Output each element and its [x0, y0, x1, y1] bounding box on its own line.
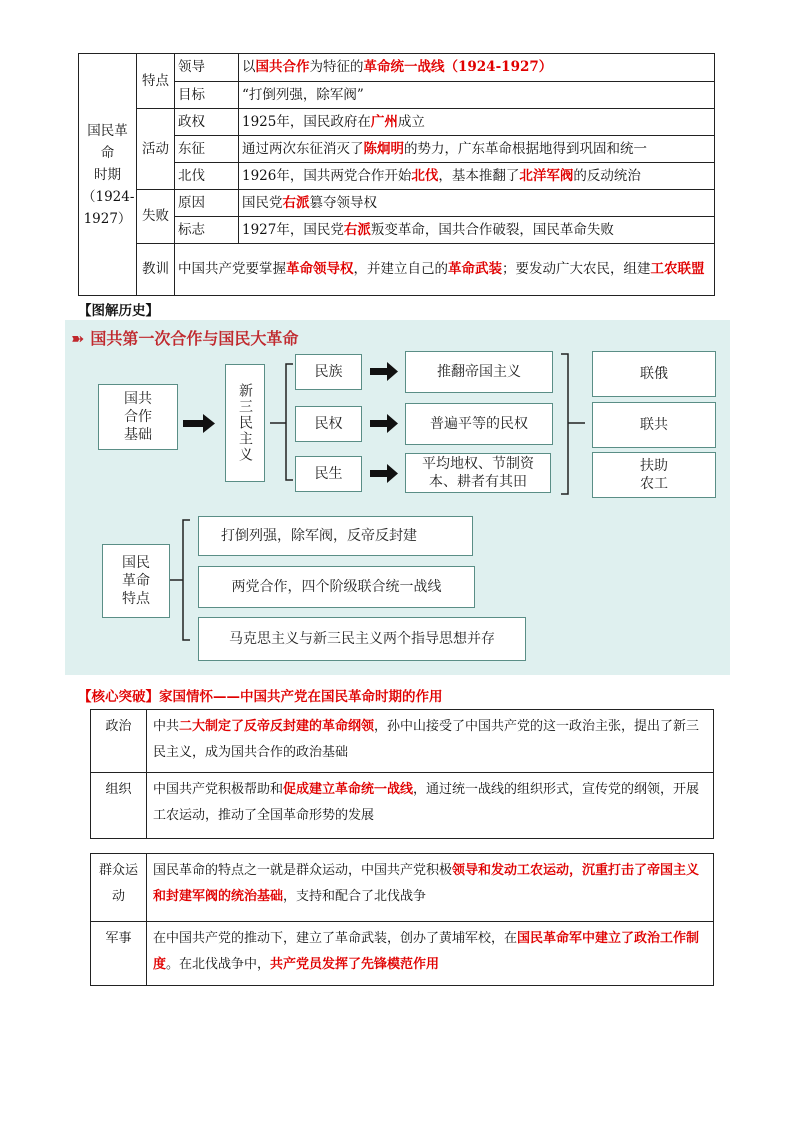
result-box-2: 普遍平等的民权 [405, 403, 553, 445]
politics-text: 中共二大制定了反帝反封建的革命纲领，孙中山接受了中国共产党的这一政治主张，提出了新三民主义，成为国共合作的政治基础 [147, 710, 714, 773]
feature-box-1: 打倒列强，除军阀，反帝反封建 [198, 516, 473, 556]
core-section-title: 【核心突破】家国情怀——中国共产党在国民革命时期的作用 [78, 689, 443, 705]
cause-text: 国民党右派篡夺领导权 [239, 190, 715, 217]
basis-box: 国共合作基础 [98, 384, 178, 450]
northern-label: 北伐 [175, 163, 239, 190]
minquan-box: 民权 [295, 406, 362, 442]
lesson-label: 教训 [137, 244, 175, 296]
sign-text: 1927年，国民党右派叛变革命，国共合作破裂，国民革命失败 [239, 217, 715, 244]
goal-label: 目标 [175, 82, 239, 109]
revolution-period-table [78, 53, 715, 296]
goal-text: “打倒列强，除军阀” [239, 82, 715, 109]
role-table-1 [90, 709, 714, 839]
policy-box-3: 扶助农工 [592, 452, 716, 498]
minzu-box: 民族 [295, 354, 362, 390]
period-line-2: 时期 [94, 166, 121, 183]
military-label: 军事 [91, 922, 147, 986]
mass-text: 国民革命的特点之一就是群众运动，中国共产党积极领导和发动工农运动，沉重打击了帝国主义和封建军阀的统治基础，支持和配合了北伐战争 [147, 854, 714, 922]
organization-label: 组织 [91, 773, 147, 839]
features-box: 国民革命特点 [102, 544, 170, 618]
activities-label: 活动 [137, 109, 175, 190]
new-three-principles-box: 新三民主义 [225, 364, 265, 482]
result-box-1: 推翻帝国主义 [405, 351, 553, 393]
period-line-4: 1927） [83, 210, 132, 227]
role-table-2 [90, 853, 714, 986]
politics-label: 政治 [91, 710, 147, 773]
organization-text: 中国共产党积极帮助和促成建立革命统一战线，通过统一战线的组织形式，宣传党的纲领，开展工农运动，推动了全国革命形势的发展 [147, 773, 714, 839]
eastern-label: 东征 [175, 136, 239, 163]
failure-label: 失败 [137, 190, 175, 244]
regime-text: 1925年，国民政府在广州成立 [239, 109, 715, 136]
policy-box-2: 联共 [592, 402, 716, 448]
military-text: 在中国共产党的推动下，建立了革命武装，创办了黄埔军校，在国民革命军中建立了政治工作制度。在北伐战争中，共产党员发挥了先锋模范作用 [147, 922, 714, 986]
feature-box-3: 马克思主义与新三民主义两个指导思想并存 [198, 617, 526, 661]
features-label: 特点 [137, 54, 175, 109]
leader-text: 以国共合作为特征的革命统一战线（1924-1927） [239, 54, 715, 82]
period-cell [79, 54, 137, 296]
mass-label: 群众运动 [91, 854, 147, 922]
period-line-3: （1924- [82, 188, 135, 205]
leader-label: 领导 [175, 54, 239, 82]
revolution-diagram [65, 320, 730, 675]
eastern-text: 通过两次东征消灭了陈炯明的势力，广东革命根据地得到巩固和统一 [239, 136, 715, 163]
period-line-1: 国民革命 [87, 122, 128, 161]
policy-box-1: 联俄 [592, 351, 716, 397]
regime-label: 政权 [175, 109, 239, 136]
northern-text: 1926年，国共两党合作开始北伐，基本推翻了北洋军阀的反动统治 [239, 163, 715, 190]
diagram-section-title: 【图解历史】 [78, 303, 159, 319]
lesson-text: 中国共产党要掌握革命领导权，并建立自己的革命武装；要发动广大农民，组建工农联盟 [175, 244, 715, 296]
cause-label: 原因 [175, 190, 239, 217]
minsheng-box: 民生 [295, 456, 362, 492]
double-arrow-icon: ➽ [71, 329, 85, 348]
feature-box-2: 两党合作，四个阶级联合统一战线 [198, 566, 475, 608]
sign-label: 标志 [175, 217, 239, 244]
result-box-3: 平均地权、节制资本、耕者有其田 [405, 453, 551, 493]
diagram-title-text: 国共第一次合作与国民大革命 [90, 329, 299, 348]
